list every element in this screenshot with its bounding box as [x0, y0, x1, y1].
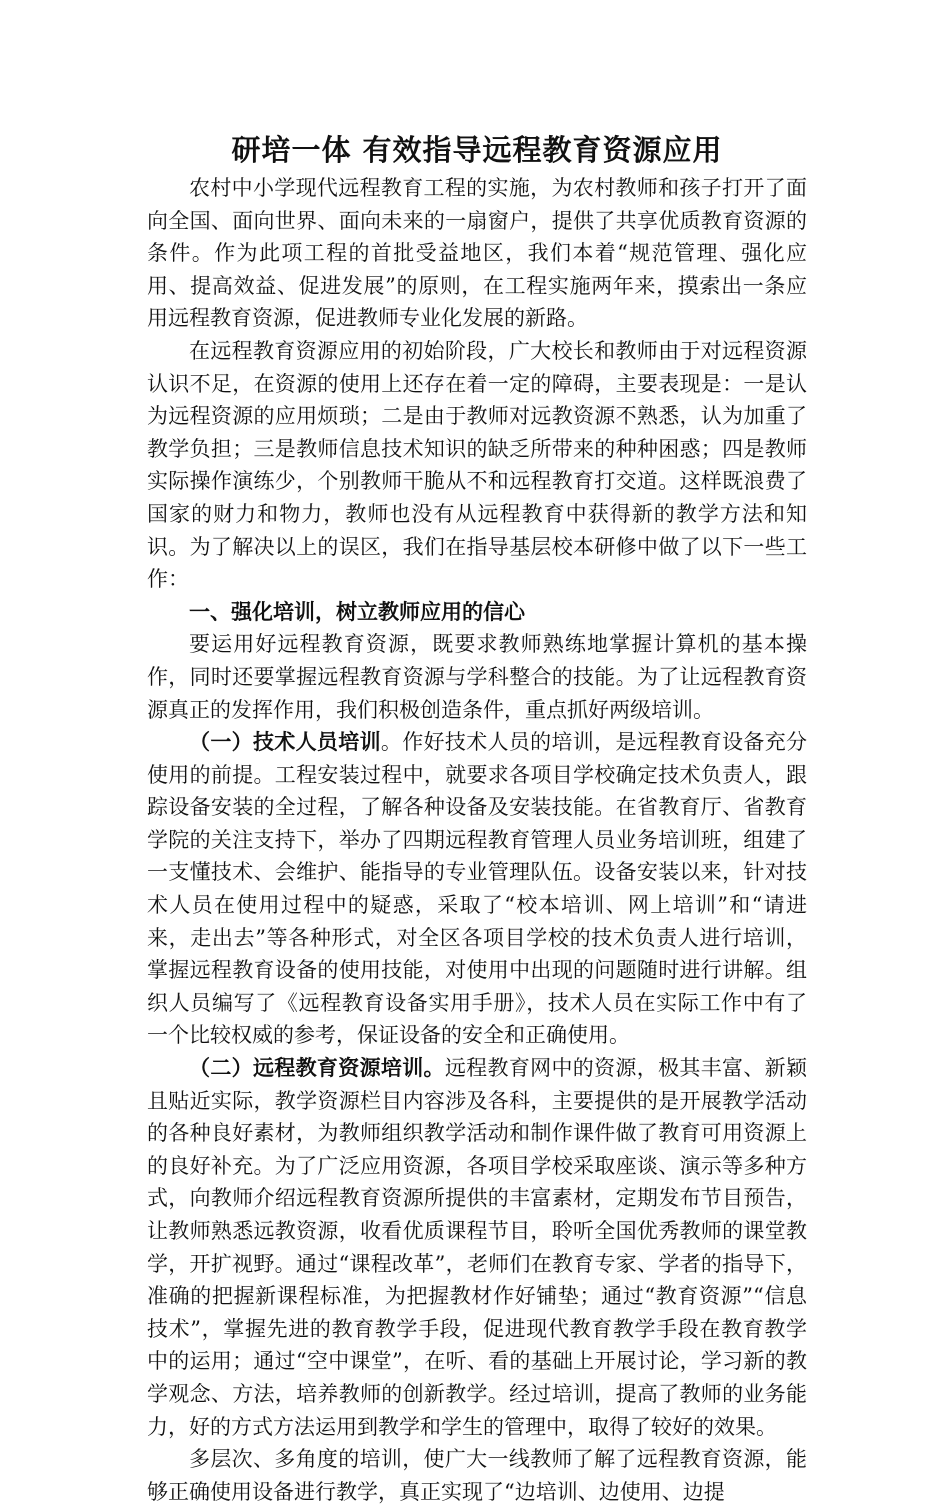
- resource-training-text: 远程教育网中的资源，极其丰富、新颖且贴近实际，教学资源栏目内容涉及各科，主要提供的是开展教学活动的各种良好素材，为教师组织教学活动和制作课件做了教育可用资源上的良好补充。为了广泛应用资源，各项目学校采取座谈、演示等多种方式，向教师介绍远程教育资源所提供的丰富素材，定期发布节目预告，让教师熟悉远教资源，收看优质课程节目，聆听全国优秀教师的课堂教学，开扩视野。通过“课程改革”，老师们在教育专家、学者的指导下，准确的把握新课程标准，为把握教材作好铺垫；通过“教育资源”“信息技术”，掌握先进的教育教学手段，促进现代教育教学手段在教育教学中的运用；通过“空中课堂”，在听、看的基础上开展讨论，学习新的教学观念、方法，培养教师的创新教学。经过培训，提高了教师的业务能力，好的方式方法运用到教学和学生的管理中，取得了较好的效果。: [147, 1056, 808, 1439]
- section-heading-training: 一、强化培训，树立教师应用的信心: [189, 599, 525, 624]
- technical-training-text: 。作好技术人员的培训，是远程教育设备充分使用的前提。工程安装过程中，就要求各项目学校确定技术负责人，跟踪设备安装的全过程，了解各种设备及安装技能。在省教育厅、省教育学院的关注支持下，举办了四期远程教育管理人员业务培训班，组建了一支懂技术、会维护、能指导的专业管理队伍。设备安装以来，针对技术人员在使用过程中的疑惑，采取了“校本培训、网上培训”和“请进来，走出去”等各种形式，对全区各项目学校的技术负责人进行培训，掌握远程教育设备的使用技能，对使用中出现的问题随时进行讲解。组织人员编写了《远程教育设备实用手册》，技术人员在实际工作中有了一个比较权威的参考，保证设备的安全和正确使用。: [147, 730, 808, 1048]
- subheading-resource-training: （二）远程教育资源培训。: [189, 1056, 445, 1081]
- paragraph-resource-training: [147, 1052, 807, 1443]
- document-page: [147, 130, 807, 1508]
- subheading-technical-training: （一）技术人员培训: [189, 730, 381, 755]
- paragraph-problems: 在远程教育资源应用的初始阶段，广大校长和教师由于对远程资源认识不足，在资源的使用上还存在着一定的障碍，主要表现是：一是认为远程资源的应用烦琐；二是由于教师对远教资源不熟悉，认为加重了教学负担；三是教师信息技术知识的缺乏所带来的种种困惑；四是教师实际操作演练少，个别教师干脆从不和远程教育打交道。这样既浪费了国家的财力和物力，教师也没有从远程教育中获得新的教学方法和知识。为了解决以上的误区，我们在指导基层校本研修中做了以下一些工作：: [147, 338, 807, 592]
- paragraph-training-overview: 要运用好远程教育资源，既要求教师熟练地掌握计算机的基本操作，同时还要掌握远程教育资源与学科整合的技能。为了让远程教育资源真正的发挥作用，我们积极创造条件，重点抓好两级培训。: [147, 632, 807, 722]
- paragraph-multilevel-training: 多层次、多角度的培训，使广大一线教师了解了远程教育资源，能够正确使用设备进行教学，真正实现了“边培训、边使用、边提: [147, 1447, 807, 1504]
- paragraph-technical-training: [147, 726, 807, 1052]
- paragraph-intro: 农村中小学现代远程教育工程的实施，为农村教师和孩子打开了面向全国、面向世界、面向未来的一扇窗户，提供了共享优质教育资源的条件。作为此项工程的首批受益地区，我们本着“规范管理、强化应用、提高效益、促进发展”的原则，在工程实施两年来，摸索出一条应用远程教育资源，促进教师专业化发展的新路。: [147, 176, 807, 331]
- document-title: 研培一体 有效指导远程教育资源应用: [231, 133, 723, 167]
